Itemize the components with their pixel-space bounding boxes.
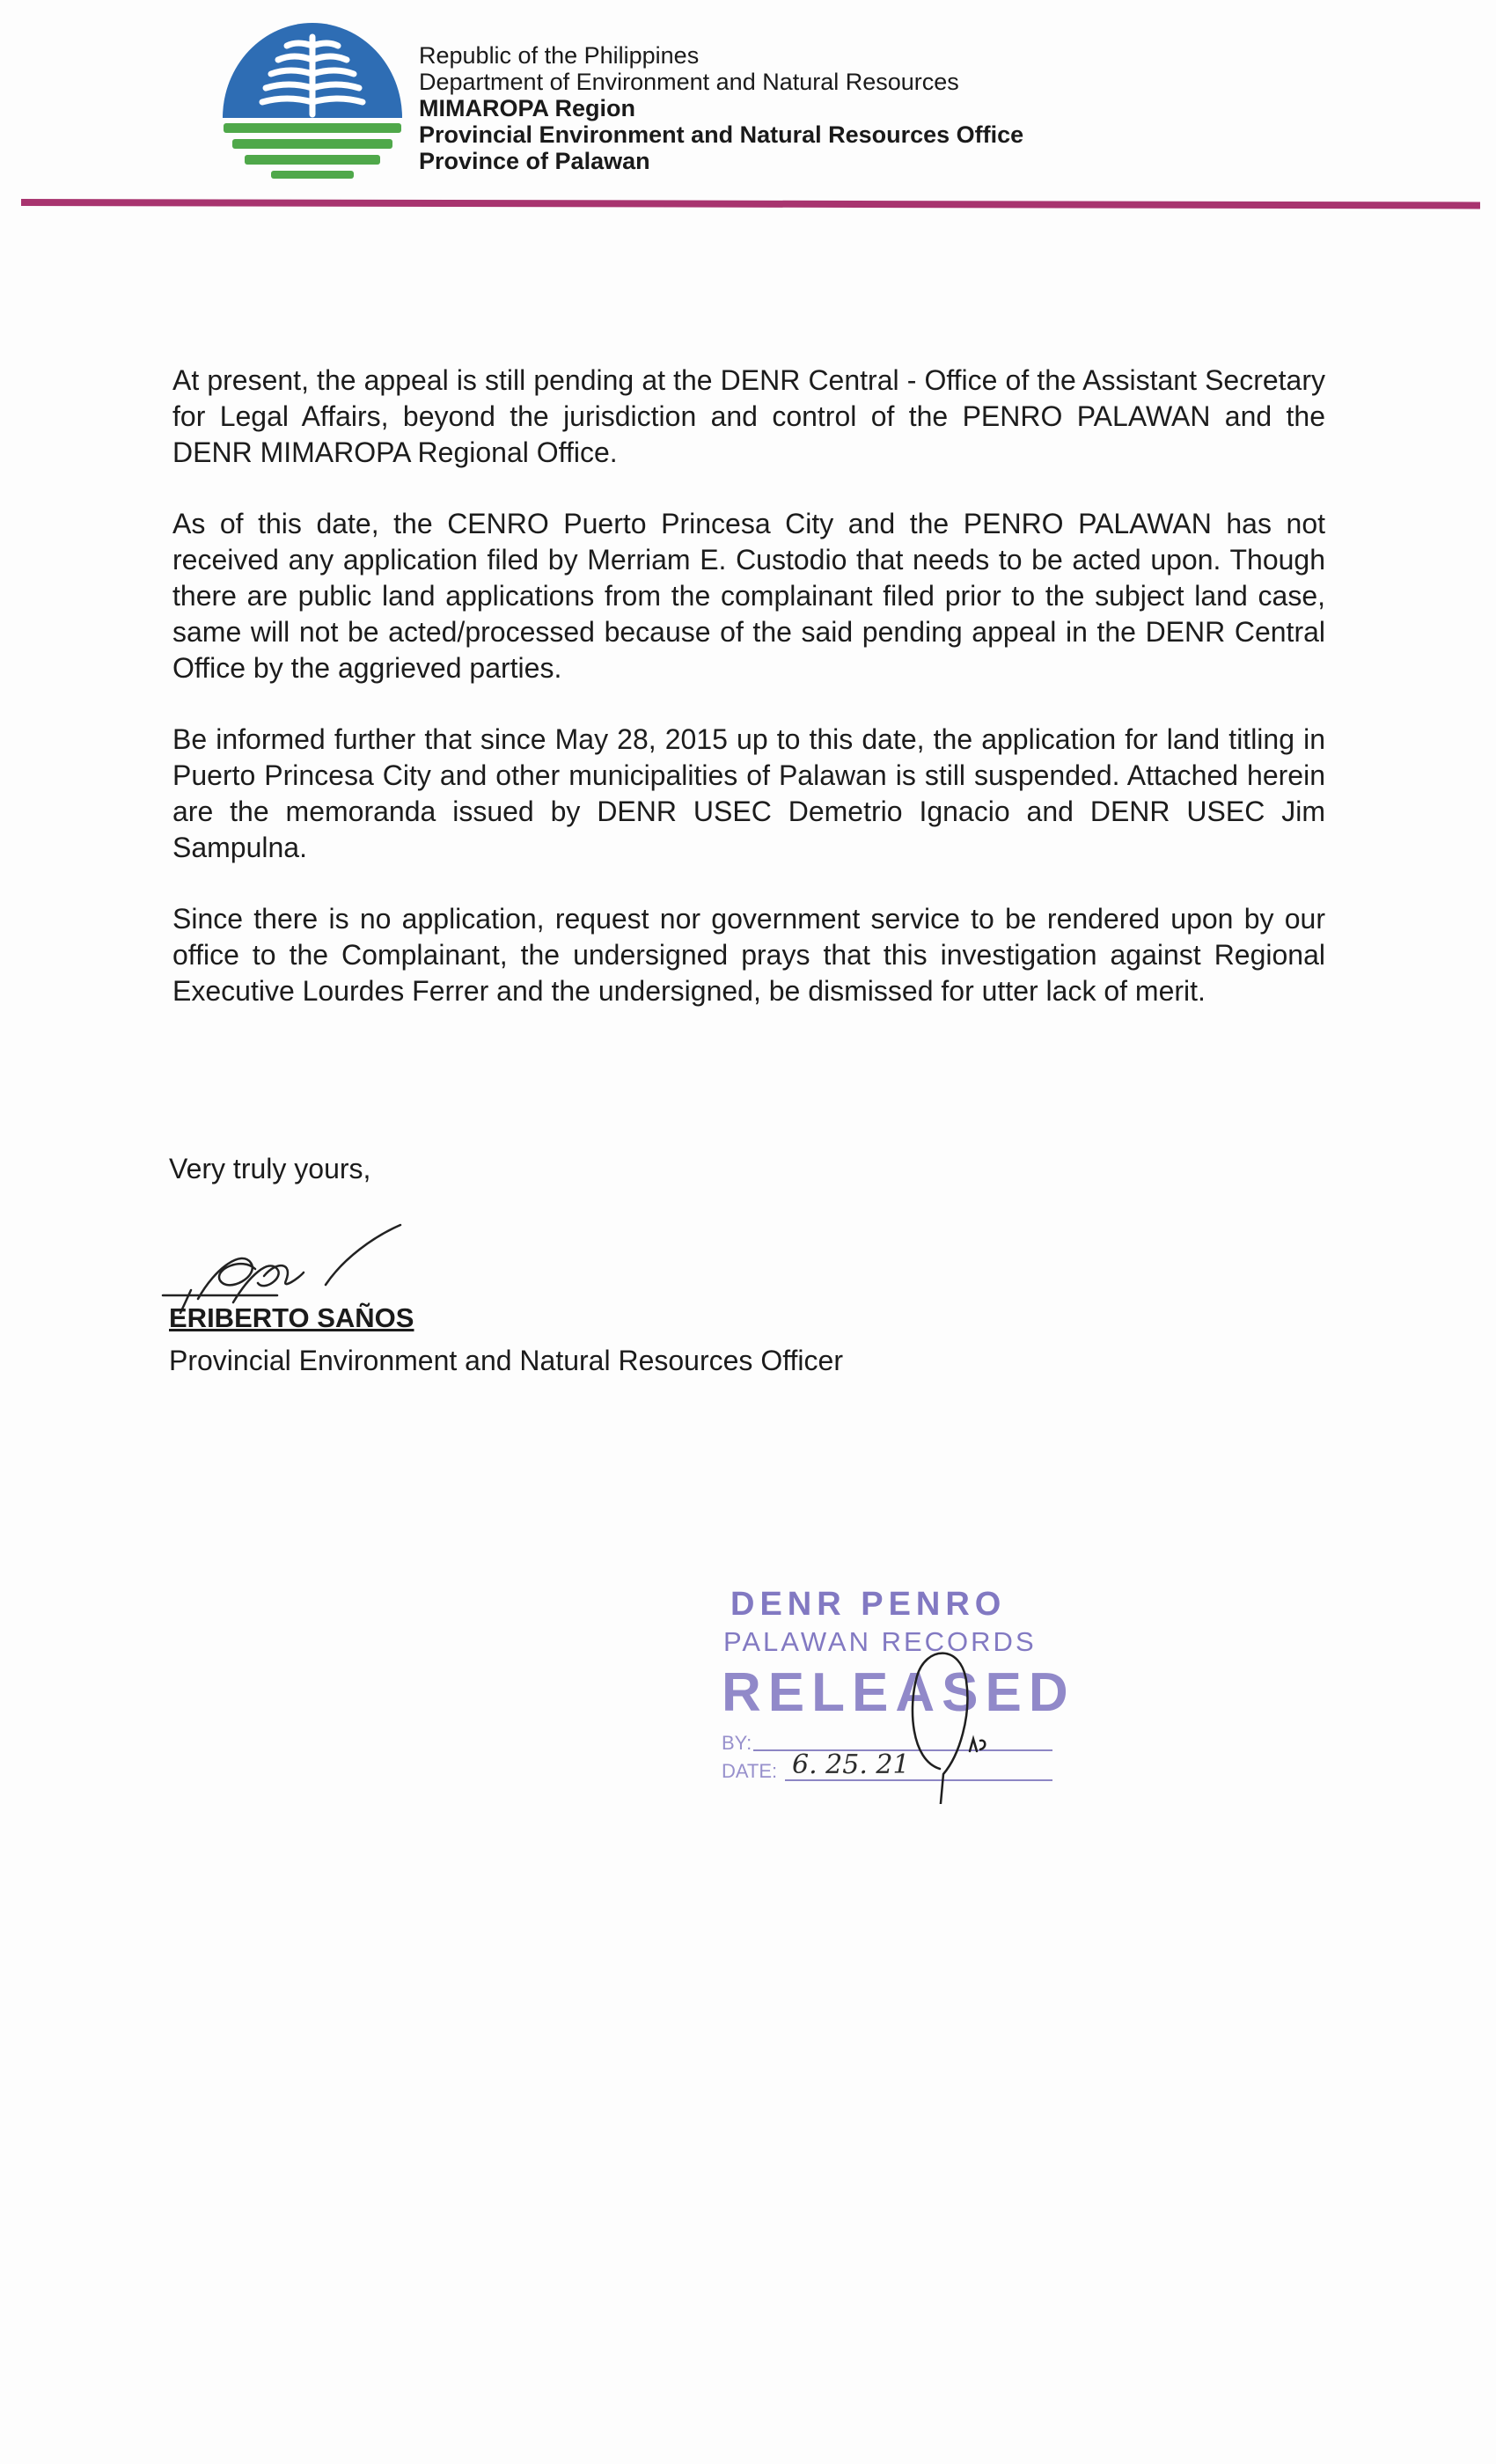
paragraph-application: As of this date, the CENRO Puerto Princesa City and the PENRO PALAWAN has not received any application filed by Merriam E. Custodio that needs to be acted upon. Though there are public land applications from the complainant filed prior to the subject land case, same will not be acted/processed because of the said pending appeal in the DENR Central Office by the aggrieved parties. — [172, 508, 1325, 684]
paragraph-prayer: Since there is no application, request nor government service to be rendered upon by our office to the Complainant, the undersigned prays that this investigation against Regional Executive Lourdes Ferrer and the undersigned, be dismissed for utter lack of merit. — [172, 903, 1325, 1007]
letterhead-department: Department of Environment and Natural Resources — [419, 69, 959, 95]
stamp-released: RELEASED — [722, 1662, 1075, 1723]
stamp-by-label: BY: — [722, 1732, 752, 1754]
signer-title: Provincial Environment and Natural Resources Officer — [169, 1345, 843, 1376]
released-stamp — [713, 1575, 1075, 1804]
closing: Very truly yours, — [169, 1153, 371, 1184]
letterhead — [0, 0, 1496, 220]
letterhead-province: Province of Palawan — [419, 148, 650, 174]
signer-name: ERIBERTO SAÑOS — [169, 1302, 414, 1333]
letter-body — [172, 363, 1325, 1045]
letterhead-country: Republic of the Philippines — [419, 42, 700, 69]
stamp-records: PALAWAN RECORDS — [723, 1626, 1037, 1657]
letterhead-text — [419, 42, 1023, 174]
stamp-date-label: DATE: — [722, 1760, 778, 1782]
stamp-date-value: 6. 25. 21 — [792, 1749, 910, 1780]
stamp-office: DENR PENRO — [730, 1586, 1007, 1623]
paragraph-appeal: At present, the appeal is still pending at the DENR Central - Office of the Assistant Secretary for Legal Affairs, beyond the jurisdiction and control of the PENRO PALAWAN and the DENR MIMAROPA Regional Office. — [172, 364, 1325, 468]
letterhead-office: Provincial Environment and Natural Resources Office — [419, 121, 1024, 148]
stamp-initials-mark — [713, 1575, 1065, 1804]
paragraph-suspension: Be informed further that since May 28, 2015 up to this date, the application for land titling in Puerto Princesa City and other municipalities of Palawan is still suspended. Attached herein are the memoranda issued by DENR USEC Demetrio Ignacio and DENR USEC Jim Sampulna. — [172, 723, 1325, 863]
letterhead-region: MIMAROPA Region — [419, 95, 635, 121]
denr-logo — [220, 19, 405, 182]
header-rule — [21, 199, 1480, 209]
